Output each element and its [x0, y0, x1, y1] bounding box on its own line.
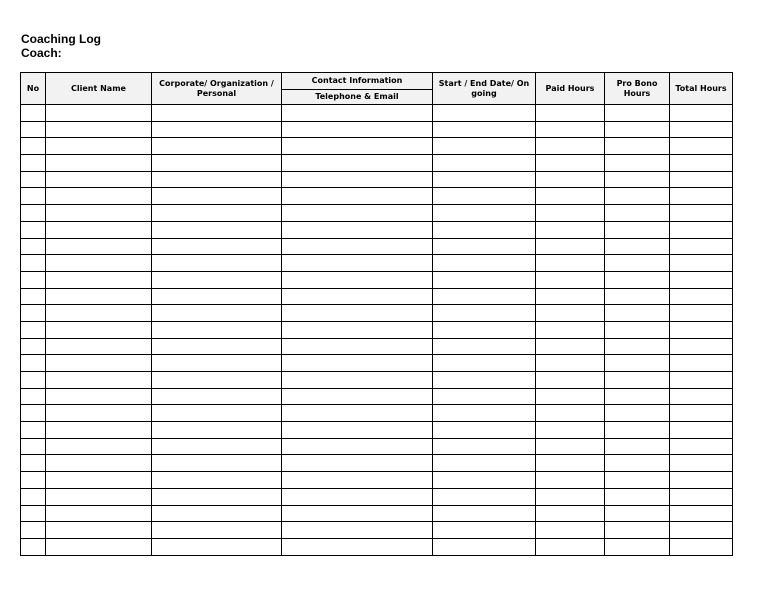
table-row: [21, 138, 733, 155]
contact-cell[interactable]: [282, 505, 433, 522]
dates-cell[interactable]: [433, 255, 536, 272]
no-cell[interactable]: [21, 305, 46, 322]
no-cell[interactable]: [21, 238, 46, 255]
no-cell[interactable]: [21, 338, 46, 355]
client-name-cell[interactable]: [46, 372, 152, 389]
paid-hours-cell[interactable]: [536, 372, 605, 389]
total-hours-cell[interactable]: [670, 321, 733, 338]
pro-bono-hours-cell[interactable]: [605, 438, 670, 455]
total-hours-cell[interactable]: [670, 388, 733, 405]
total-hours-cell[interactable]: [670, 155, 733, 172]
dates-cell[interactable]: [433, 522, 536, 539]
total-hours-cell[interactable]: [670, 188, 733, 205]
total-hours-cell[interactable]: [670, 205, 733, 222]
table-row: [21, 288, 733, 305]
client-name-cell[interactable]: [46, 405, 152, 422]
no-cell[interactable]: [21, 155, 46, 172]
no-cell[interactable]: [21, 472, 46, 489]
pro-bono-hours-cell[interactable]: [605, 405, 670, 422]
contact-cell[interactable]: [282, 522, 433, 539]
paid-hours-cell[interactable]: [536, 438, 605, 455]
dates-cell[interactable]: [433, 405, 536, 422]
client-name-cell[interactable]: [46, 472, 152, 489]
client-name-cell[interactable]: [46, 255, 152, 272]
contact-cell[interactable]: [282, 205, 433, 222]
no-cell[interactable]: [21, 138, 46, 155]
contact-cell[interactable]: [282, 105, 433, 122]
total-hours-cell[interactable]: [670, 305, 733, 322]
contact-cell[interactable]: [282, 422, 433, 439]
client-name-cell[interactable]: [46, 488, 152, 505]
paid-hours-cell[interactable]: [536, 538, 605, 555]
pro-bono-hours-cell[interactable]: [605, 355, 670, 372]
no-cell[interactable]: [21, 288, 46, 305]
table-row: [21, 121, 733, 138]
pro-bono-hours-cell[interactable]: [605, 388, 670, 405]
organization-cell[interactable]: [152, 105, 282, 122]
organization-cell[interactable]: [152, 255, 282, 272]
paid-hours-cell[interactable]: [536, 455, 605, 472]
table-row: [21, 438, 733, 455]
total-hours-cell[interactable]: [670, 438, 733, 455]
contact-cell[interactable]: [282, 538, 433, 555]
client-name-cell[interactable]: [46, 138, 152, 155]
client-name-cell[interactable]: [46, 305, 152, 322]
client-name-cell[interactable]: [46, 522, 152, 539]
total-hours-cell[interactable]: [670, 405, 733, 422]
table-row: [21, 388, 733, 405]
no-cell[interactable]: [21, 372, 46, 389]
no-cell[interactable]: [21, 355, 46, 372]
contact-cell[interactable]: [282, 221, 433, 238]
paid-hours-cell[interactable]: [536, 171, 605, 188]
client-name-cell[interactable]: [46, 271, 152, 288]
paid-hours-cell[interactable]: [536, 121, 605, 138]
paid-hours-cell[interactable]: [536, 238, 605, 255]
no-cell[interactable]: [21, 505, 46, 522]
table-row: [21, 155, 733, 172]
total-hours-cell[interactable]: [670, 171, 733, 188]
paid-hours-cell[interactable]: [536, 338, 605, 355]
total-hours-cell[interactable]: [670, 138, 733, 155]
client-name-cell[interactable]: [46, 422, 152, 439]
pro-bono-hours-cell[interactable]: [605, 422, 670, 439]
no-cell[interactable]: [21, 422, 46, 439]
pro-bono-hours-cell[interactable]: [605, 305, 670, 322]
total-hours-cell[interactable]: [670, 372, 733, 389]
document-title: Coaching Log: [21, 32, 101, 46]
contact-cell[interactable]: [282, 138, 433, 155]
dates-cell[interactable]: [433, 121, 536, 138]
dates-cell[interactable]: [433, 105, 536, 122]
no-cell[interactable]: [21, 271, 46, 288]
pro-bono-hours-cell[interactable]: [605, 205, 670, 222]
dates-cell[interactable]: [433, 321, 536, 338]
client-name-cell[interactable]: [46, 238, 152, 255]
pro-bono-hours-cell[interactable]: [605, 221, 670, 238]
dates-cell[interactable]: [433, 422, 536, 439]
client-name-cell[interactable]: [46, 321, 152, 338]
pro-bono-hours-cell[interactable]: [605, 155, 670, 172]
dates-cell[interactable]: [433, 188, 536, 205]
organization-cell[interactable]: [152, 205, 282, 222]
table-row: [21, 505, 733, 522]
column-header-paid-hours: Paid Hours: [536, 73, 605, 105]
contact-cell[interactable]: [282, 438, 433, 455]
no-cell[interactable]: [21, 205, 46, 222]
contact-cell[interactable]: [282, 171, 433, 188]
pro-bono-hours-cell[interactable]: [605, 271, 670, 288]
total-hours-cell[interactable]: [670, 472, 733, 489]
paid-hours-cell[interactable]: [536, 505, 605, 522]
organization-cell[interactable]: [152, 505, 282, 522]
organization-cell[interactable]: [152, 388, 282, 405]
client-name-cell[interactable]: [46, 438, 152, 455]
organization-cell[interactable]: [152, 522, 282, 539]
column-header-telephone-email: Telephone & Email: [282, 90, 433, 105]
contact-cell[interactable]: [282, 455, 433, 472]
pro-bono-hours-cell[interactable]: [605, 522, 670, 539]
organization-cell[interactable]: [152, 372, 282, 389]
no-cell[interactable]: [21, 538, 46, 555]
paid-hours-cell[interactable]: [536, 305, 605, 322]
dates-cell[interactable]: [433, 171, 536, 188]
client-name-cell[interactable]: [46, 121, 152, 138]
no-cell[interactable]: [21, 321, 46, 338]
organization-cell[interactable]: [152, 422, 282, 439]
contact-cell[interactable]: [282, 271, 433, 288]
table-row: [21, 522, 733, 539]
organization-cell[interactable]: [152, 221, 282, 238]
column-header-total-hours: Total Hours: [670, 73, 733, 105]
organization-cell[interactable]: [152, 321, 282, 338]
table-row: [21, 171, 733, 188]
client-name-cell[interactable]: [46, 171, 152, 188]
organization-cell[interactable]: [152, 171, 282, 188]
dates-cell[interactable]: [433, 355, 536, 372]
paid-hours-cell[interactable]: [536, 405, 605, 422]
column-header-contact-information: Contact Information: [282, 73, 433, 90]
no-cell[interactable]: [21, 405, 46, 422]
table-row: [21, 221, 733, 238]
contact-cell[interactable]: [282, 405, 433, 422]
paid-hours-cell[interactable]: [536, 188, 605, 205]
dates-cell[interactable]: [433, 338, 536, 355]
no-cell[interactable]: [21, 221, 46, 238]
coaching-log-table: [20, 72, 733, 556]
table-row: [21, 472, 733, 489]
client-name-cell[interactable]: [46, 221, 152, 238]
paid-hours-cell[interactable]: [536, 255, 605, 272]
no-cell[interactable]: [21, 105, 46, 122]
pro-bono-hours-cell[interactable]: [605, 255, 670, 272]
total-hours-cell[interactable]: [670, 338, 733, 355]
organization-cell[interactable]: [152, 238, 282, 255]
contact-cell[interactable]: [282, 488, 433, 505]
dates-cell[interactable]: [433, 238, 536, 255]
client-name-cell[interactable]: [46, 155, 152, 172]
total-hours-cell[interactable]: [670, 255, 733, 272]
no-cell[interactable]: [21, 388, 46, 405]
paid-hours-cell[interactable]: [536, 138, 605, 155]
organization-cell[interactable]: [152, 405, 282, 422]
client-name-cell[interactable]: [46, 505, 152, 522]
total-hours-cell[interactable]: [670, 105, 733, 122]
client-name-cell[interactable]: [46, 455, 152, 472]
no-cell[interactable]: [21, 522, 46, 539]
total-hours-cell[interactable]: [670, 522, 733, 539]
contact-cell[interactable]: [282, 372, 433, 389]
paid-hours-cell[interactable]: [536, 271, 605, 288]
dates-cell[interactable]: [433, 538, 536, 555]
organization-cell[interactable]: [152, 488, 282, 505]
pro-bono-hours-cell[interactable]: [605, 138, 670, 155]
total-hours-cell[interactable]: [670, 488, 733, 505]
pro-bono-hours-cell[interactable]: [605, 338, 670, 355]
table-row: [21, 455, 733, 472]
paid-hours-cell[interactable]: [536, 155, 605, 172]
no-cell[interactable]: [21, 438, 46, 455]
no-cell[interactable]: [21, 121, 46, 138]
total-hours-cell[interactable]: [670, 238, 733, 255]
total-hours-cell[interactable]: [670, 121, 733, 138]
no-cell[interactable]: [21, 455, 46, 472]
pro-bono-hours-cell[interactable]: [605, 538, 670, 555]
no-cell[interactable]: [21, 255, 46, 272]
pro-bono-hours-cell[interactable]: [605, 505, 670, 522]
paid-hours-cell[interactable]: [536, 488, 605, 505]
document-header: [21, 32, 101, 60]
total-hours-cell[interactable]: [670, 221, 733, 238]
organization-cell[interactable]: [152, 438, 282, 455]
organization-cell[interactable]: [152, 338, 282, 355]
total-hours-cell[interactable]: [670, 455, 733, 472]
column-header-no: No: [21, 73, 46, 105]
paid-hours-cell[interactable]: [536, 422, 605, 439]
coach-label: Coach:: [21, 46, 62, 60]
organization-cell[interactable]: [152, 271, 282, 288]
organization-cell[interactable]: [152, 538, 282, 555]
table-row: [21, 338, 733, 355]
contact-cell[interactable]: [282, 338, 433, 355]
dates-cell[interactable]: [433, 472, 536, 489]
no-cell[interactable]: [21, 171, 46, 188]
organization-cell[interactable]: [152, 355, 282, 372]
total-hours-cell[interactable]: [670, 422, 733, 439]
organization-cell[interactable]: [152, 188, 282, 205]
dates-cell[interactable]: [433, 205, 536, 222]
pro-bono-hours-cell[interactable]: [605, 238, 670, 255]
total-hours-cell[interactable]: [670, 271, 733, 288]
table-row: [21, 355, 733, 372]
table-row: [21, 238, 733, 255]
pro-bono-hours-cell[interactable]: [605, 488, 670, 505]
dates-cell[interactable]: [433, 372, 536, 389]
dates-cell[interactable]: [433, 221, 536, 238]
client-name-cell[interactable]: [46, 205, 152, 222]
table-row: [21, 205, 733, 222]
dates-cell[interactable]: [433, 505, 536, 522]
contact-cell[interactable]: [282, 288, 433, 305]
table-row: [21, 422, 733, 439]
paid-hours-cell[interactable]: [536, 321, 605, 338]
log-rows: [21, 105, 733, 556]
table-row: [21, 321, 733, 338]
pro-bono-hours-cell[interactable]: [605, 188, 670, 205]
contact-cell[interactable]: [282, 321, 433, 338]
table-row: [21, 538, 733, 555]
total-hours-cell[interactable]: [670, 505, 733, 522]
client-name-cell[interactable]: [46, 288, 152, 305]
table-row: [21, 271, 733, 288]
column-header-pro-bono-hours: Pro Bono Hours: [605, 73, 670, 105]
contact-cell[interactable]: [282, 355, 433, 372]
no-cell[interactable]: [21, 188, 46, 205]
table-row: [21, 305, 733, 322]
table-row: [21, 255, 733, 272]
contact-cell[interactable]: [282, 255, 433, 272]
dates-cell[interactable]: [433, 288, 536, 305]
paid-hours-cell[interactable]: [536, 388, 605, 405]
pro-bono-hours-cell[interactable]: [605, 121, 670, 138]
paid-hours-cell[interactable]: [536, 472, 605, 489]
contact-cell[interactable]: [282, 238, 433, 255]
total-hours-cell[interactable]: [670, 538, 733, 555]
pro-bono-hours-cell[interactable]: [605, 171, 670, 188]
organization-cell[interactable]: [152, 121, 282, 138]
client-name-cell[interactable]: [46, 388, 152, 405]
table-row: [21, 488, 733, 505]
organization-cell[interactable]: [152, 472, 282, 489]
table-row: [21, 188, 733, 205]
dates-cell[interactable]: [433, 138, 536, 155]
organization-cell[interactable]: [152, 288, 282, 305]
pro-bono-hours-cell[interactable]: [605, 105, 670, 122]
column-header-organization: Corporate/ Organization / Personal: [152, 73, 282, 105]
dates-cell[interactable]: [433, 155, 536, 172]
contact-cell[interactable]: [282, 121, 433, 138]
table-row: [21, 372, 733, 389]
pro-bono-hours-cell[interactable]: [605, 372, 670, 389]
client-name-cell[interactable]: [46, 355, 152, 372]
paid-hours-cell[interactable]: [536, 355, 605, 372]
contact-cell[interactable]: [282, 155, 433, 172]
paid-hours-cell[interactable]: [536, 288, 605, 305]
client-name-cell[interactable]: [46, 105, 152, 122]
client-name-cell[interactable]: [46, 338, 152, 355]
total-hours-cell[interactable]: [670, 288, 733, 305]
paid-hours-cell[interactable]: [536, 105, 605, 122]
dates-cell[interactable]: [433, 305, 536, 322]
table-row: [21, 405, 733, 422]
contact-cell[interactable]: [282, 305, 433, 322]
dates-cell[interactable]: [433, 488, 536, 505]
dates-cell[interactable]: [433, 388, 536, 405]
table-row: [21, 105, 733, 122]
column-header-client-name: Client Name: [46, 73, 152, 105]
paid-hours-cell[interactable]: [536, 205, 605, 222]
paid-hours-cell[interactable]: [536, 221, 605, 238]
organization-cell[interactable]: [152, 455, 282, 472]
total-hours-cell[interactable]: [670, 355, 733, 372]
client-name-cell[interactable]: [46, 538, 152, 555]
organization-cell[interactable]: [152, 305, 282, 322]
dates-cell[interactable]: [433, 438, 536, 455]
contact-cell[interactable]: [282, 472, 433, 489]
no-cell[interactable]: [21, 488, 46, 505]
dates-cell[interactable]: [433, 271, 536, 288]
contact-cell[interactable]: [282, 188, 433, 205]
pro-bono-hours-cell[interactable]: [605, 455, 670, 472]
client-name-cell[interactable]: [46, 188, 152, 205]
contact-cell[interactable]: [282, 388, 433, 405]
organization-cell[interactable]: [152, 138, 282, 155]
pro-bono-hours-cell[interactable]: [605, 321, 670, 338]
column-header-dates: Start / End Date/ On going: [433, 73, 536, 105]
pro-bono-hours-cell[interactable]: [605, 288, 670, 305]
pro-bono-hours-cell[interactable]: [605, 472, 670, 489]
paid-hours-cell[interactable]: [536, 522, 605, 539]
dates-cell[interactable]: [433, 455, 536, 472]
organization-cell[interactable]: [152, 155, 282, 172]
